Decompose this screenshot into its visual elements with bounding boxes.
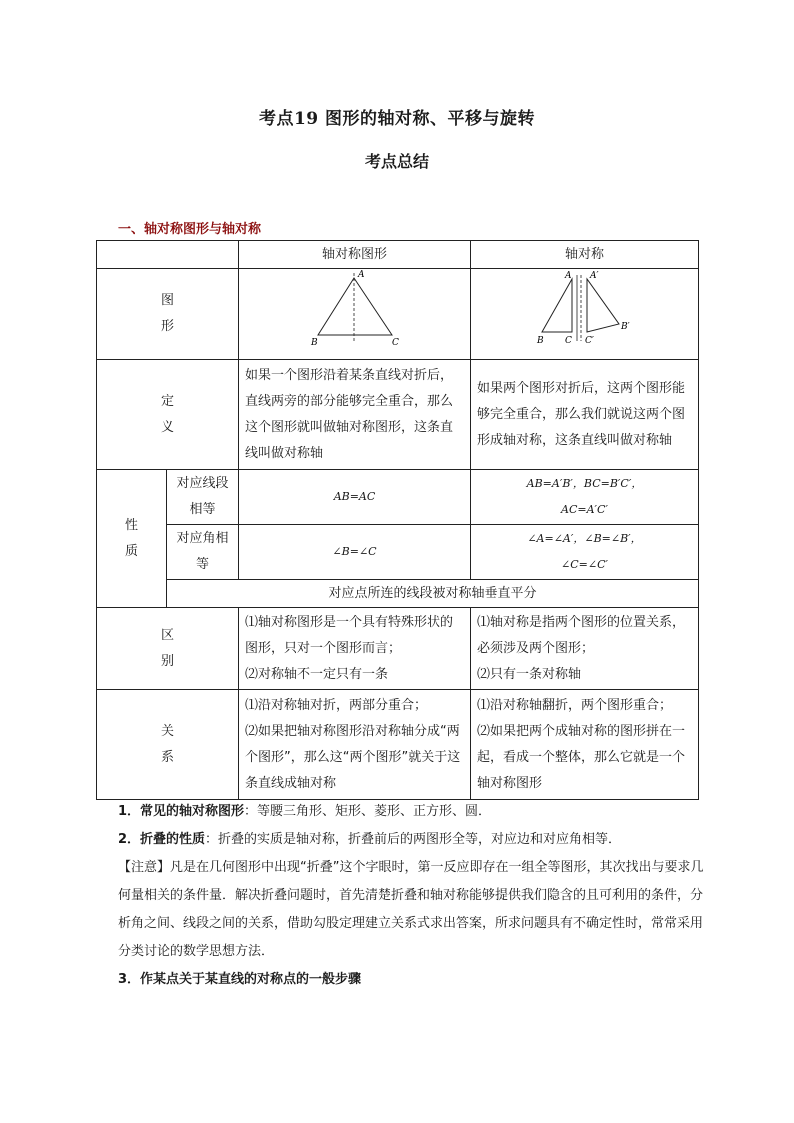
svg-text:B: B <box>537 336 544 346</box>
svg-text:A′: A′ <box>590 271 599 281</box>
note-steps-heading: 3．作某点关于某直线的对称点的一般步骤 <box>118 972 362 987</box>
page-title: 考点19 图形的轴对称、平移与旋转 <box>258 109 536 129</box>
two-triangles-diagram <box>471 269 699 349</box>
figure-isosceles-triangle <box>239 269 471 360</box>
header-empty-cell <box>97 241 239 269</box>
header-axis-symmetric-figure: 轴对称图形 <box>239 241 471 269</box>
svg-text:B: B <box>311 338 318 348</box>
relation-figure: ⑴沿对称轴对折，两部分重合； ⑵如果把轴对称图形沿对称轴分成“两个图形”，那么这“两个图形”就关于这条直线成轴对称 <box>239 690 471 800</box>
difference-figure: ⑴轴对称图形是一个具有特殊形状的图形，只对一个图形而言； ⑵对称轴不一定只有一条 <box>239 608 471 690</box>
row-label-relation: 关 系 <box>97 690 239 800</box>
svg-text:B′: B′ <box>621 322 630 332</box>
property-angles-figure: ∠B=∠C <box>239 525 471 580</box>
section-heading: 一、轴对称图形与轴对称 <box>118 222 262 237</box>
property-angles-symmetry: ∠A=∠A′，∠B=∠B′， ∠C=∠C′ <box>471 525 699 580</box>
sub-label-equal-segments: 对应线段相等 <box>167 470 239 525</box>
row-label-properties: 性 质 <box>97 470 167 608</box>
page-subtitle: 考点总结 <box>364 152 429 171</box>
svg-text:C: C <box>565 336 572 346</box>
notes-section <box>118 798 708 994</box>
svg-text:A: A <box>358 270 365 280</box>
sub-label-equal-angles: 对应角相等 <box>167 525 239 580</box>
row-label-figure: 图 形 <box>97 269 239 360</box>
svg-text:C: C <box>392 338 399 348</box>
svg-text:C′: C′ <box>585 336 594 346</box>
note-attention: 【注意】凡是在几何图形中出现“折叠”这个字眼时，第一反应即存在一组全等图形，其次找出与要求几何量相关的条件量．解决折叠问题时，首先清楚折叠和轴对称能够提供我们隐含的且可利用的条件，分析角之间、线段之间的关系，借助勾股定理建立关系式求出答案，所求问题具有不确定性时，常常采用分类讨论的数学思想方法． <box>118 860 704 959</box>
note-folding-property: 2．折叠的性质：折叠的实质是轴对称，折叠前后的两图形全等，对应边和对应角相等． <box>118 832 622 847</box>
svg-text:A: A <box>565 271 572 281</box>
definition-symmetry: 如果两个图形对折后，这两个图形能够完全重合，那么我们就说这两个图形成轴对称，这条直线叫做对称轴 <box>471 360 699 470</box>
property-perpendicular-bisector: 对应点所连的线段被对称轴垂直平分 <box>167 580 699 608</box>
definition-figure: 如果一个图形沿着某条直线对折后，直线两旁的部分能够完全重合，那么这个图形就叫做轴对称图形，这条直线叫做对称轴 <box>239 360 471 470</box>
row-label-difference: 区 别 <box>97 608 239 690</box>
figure-two-symmetric-triangles <box>471 269 699 360</box>
note-common-figures: 1．常见的轴对称图形：等腰三角形、矩形、菱形、正方形、圆． <box>118 804 492 819</box>
property-segments-symmetry: AB=A′B′，BC=B′C′， AC=A′C′ <box>471 470 699 525</box>
relation-symmetry: ⑴沿对称轴翻折，两个图形重合； ⑵如果把两个成轴对称的图形拼在一起，看成一个整体，那么它就是一个轴对称图形 <box>471 690 699 800</box>
triangle-diagram <box>239 269 471 349</box>
comparison-table <box>96 240 699 800</box>
row-label-definition: 定 义 <box>97 360 239 470</box>
header-axis-symmetry: 轴对称 <box>471 241 699 269</box>
difference-symmetry: ⑴轴对称是指两个图形的位置关系，必须涉及两个图形； ⑵只有一条对称轴 <box>471 608 699 690</box>
property-segments-figure: AB=AC <box>239 470 471 525</box>
